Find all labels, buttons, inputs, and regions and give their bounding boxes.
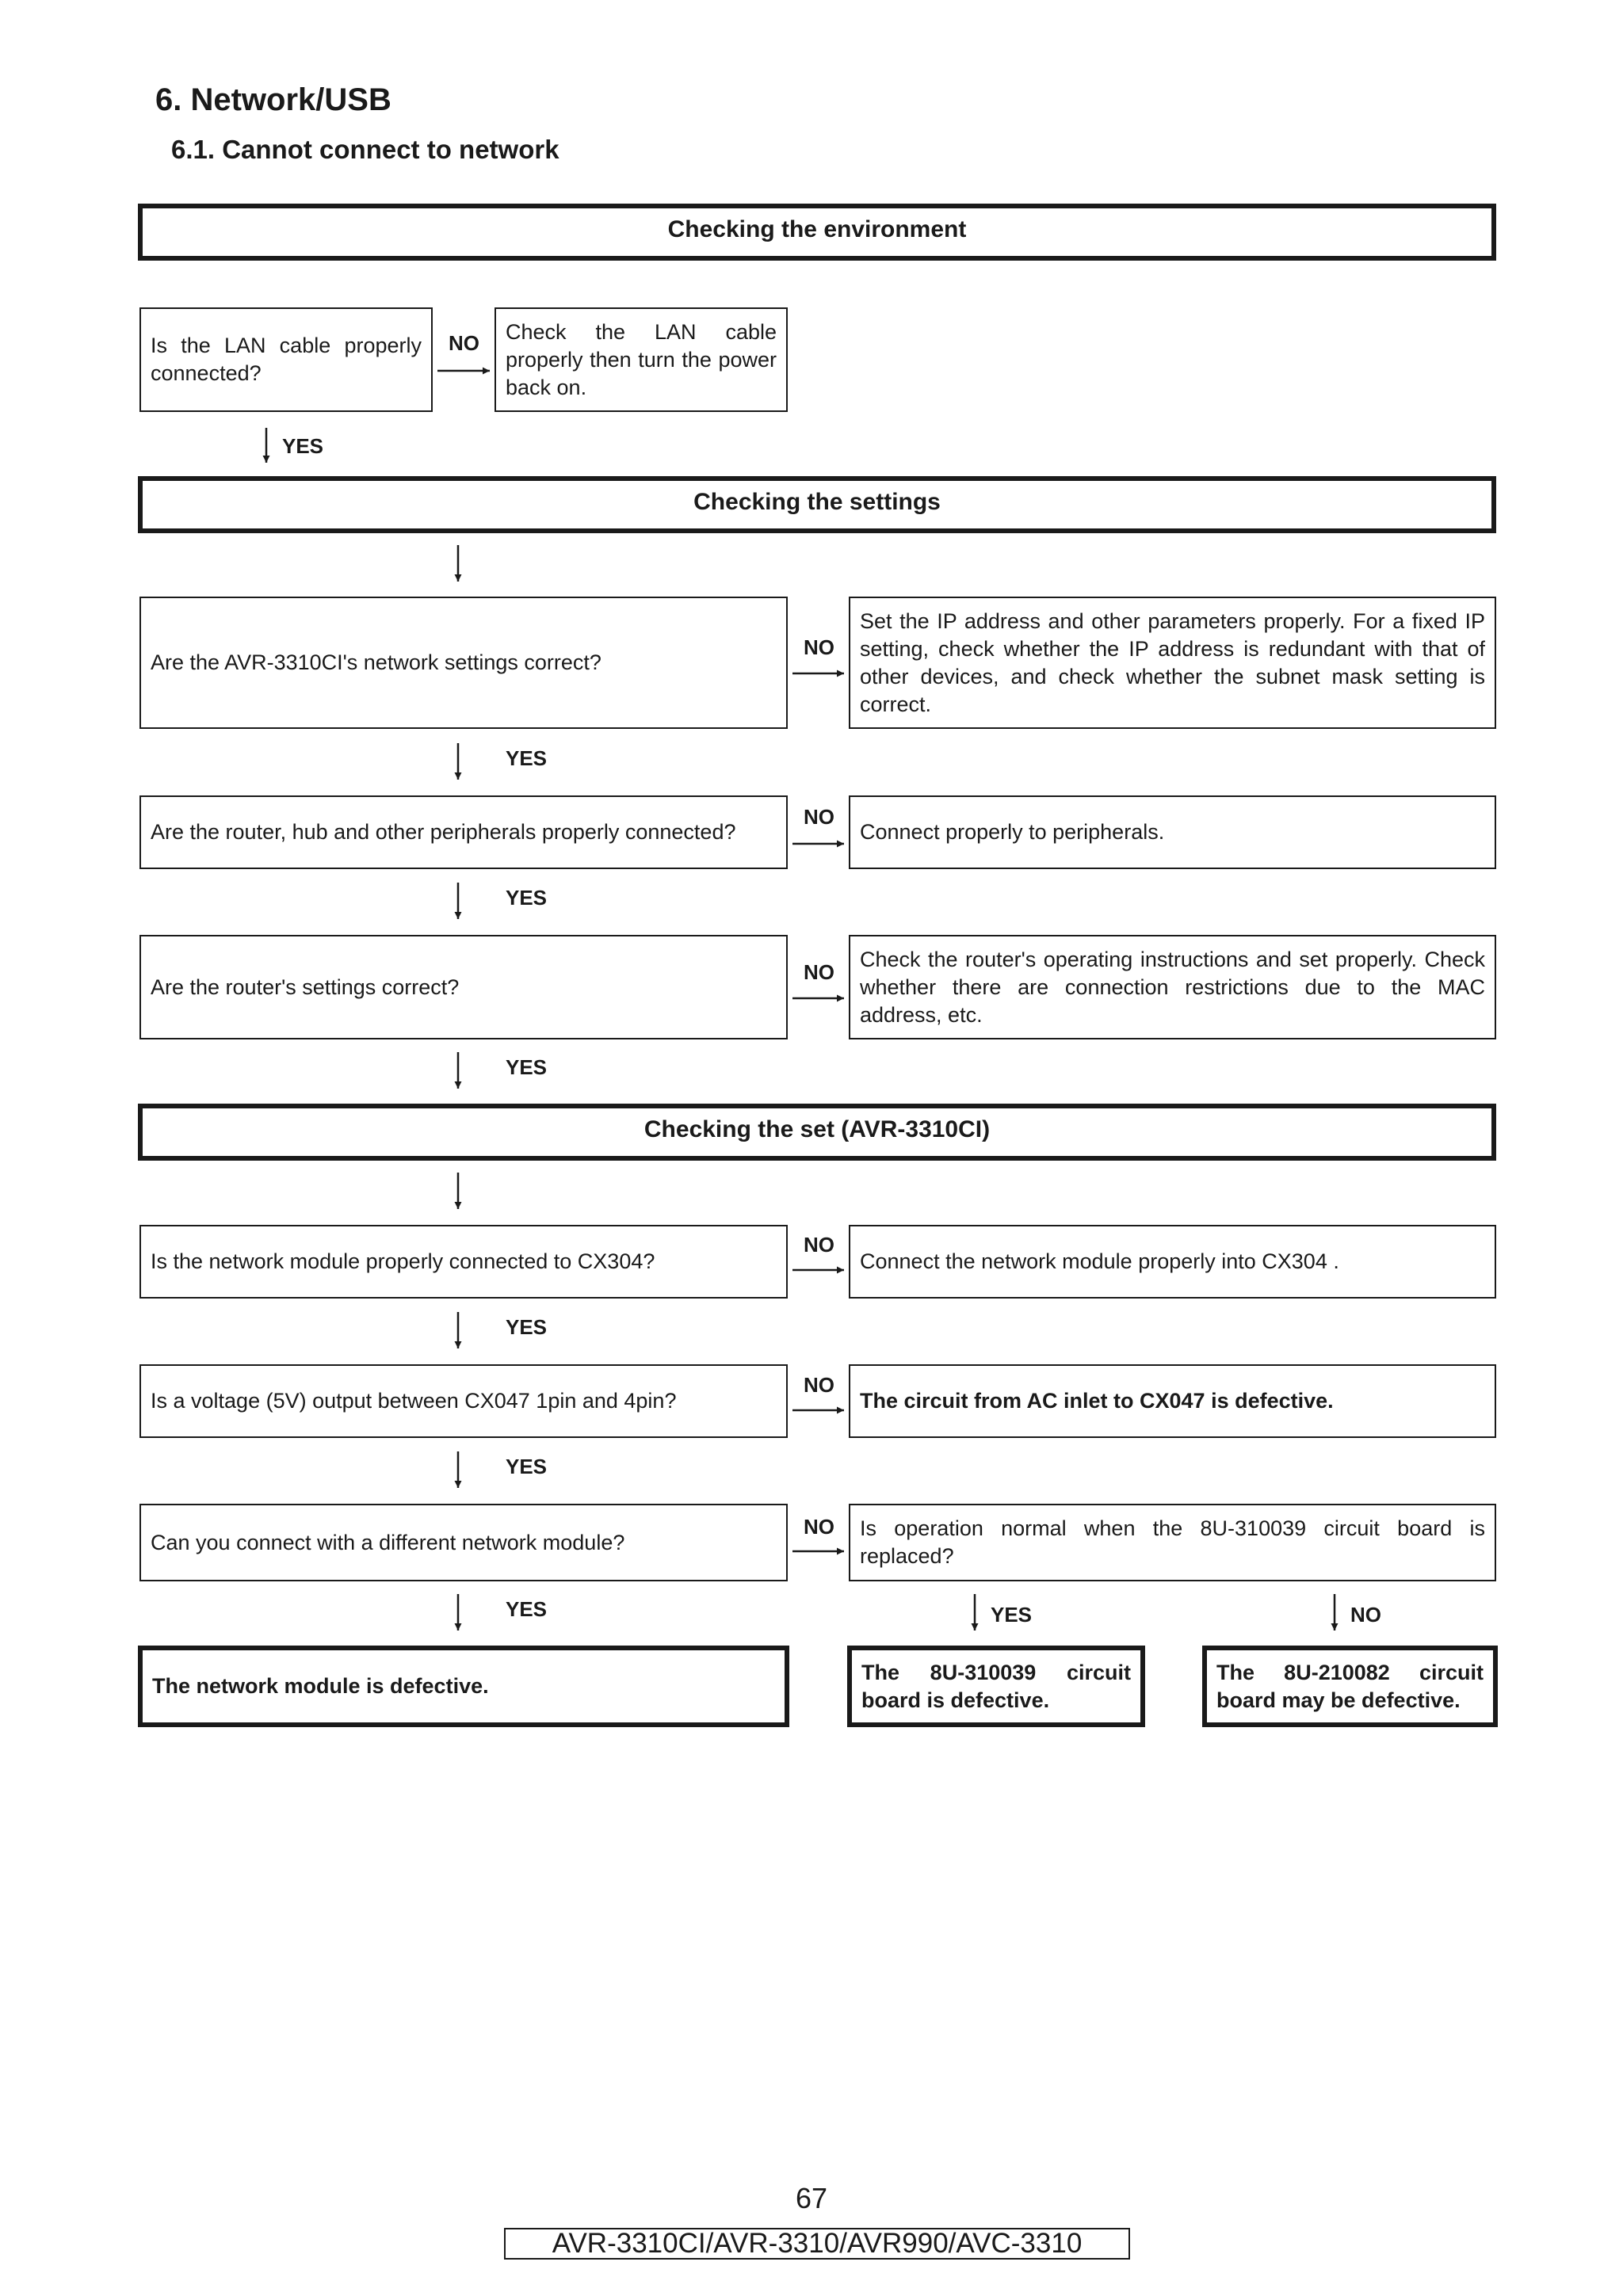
section-title: 6. Network/USB	[155, 82, 391, 117]
label-yes-network-module: YES	[506, 1315, 548, 1339]
result-ac-inlet-circuit-defective-text: The circuit from AC inlet to CX047 is defective.	[860, 1389, 1334, 1413]
action-connect-network-module-text: Connect the network module properly into CX304 .	[860, 1249, 1339, 1273]
page-number: 67	[795, 2182, 828, 2214]
label-yes-different-module: YES	[506, 1597, 548, 1621]
result-8u-210082-may-be-defective-text: The 8U-210082 circuit board may be defective.	[1216, 1660, 1484, 1712]
banner-checking-environment: Checking the environment	[138, 204, 1496, 261]
result-8u-310039-defective-text: The 8U-310039 circuit board is defective.	[861, 1660, 1131, 1712]
label-no-network-settings: NO	[804, 635, 834, 659]
label-yes-router-connected: YES	[506, 886, 548, 910]
label-no-voltage: NO	[804, 1373, 834, 1397]
question-network-settings-text: Are the AVR-3310CI's network settings correct?	[151, 650, 601, 674]
label-yes-router-settings: YES	[506, 1055, 548, 1079]
label-no-board-replaced: NO	[1350, 1603, 1381, 1627]
banner-checking-set: Checking the set (AVR-3310CI)	[138, 1104, 1496, 1161]
question-voltage-output-text: Is a voltage (5V) output between CX047 1pin and 4pin?	[151, 1389, 677, 1413]
label-yes-board-replaced: YES	[991, 1603, 1033, 1627]
model-numbers: AVR-3310CI/AVR-3310/AVR990/AVC-3310	[504, 2228, 1130, 2260]
action-check-lan-cable-text: Check the LAN cable properly then turn the power back on.	[506, 319, 777, 399]
label-no-different-module: NO	[804, 1515, 834, 1539]
label-yes-lan: YES	[282, 434, 324, 458]
label-no-router-connected: NO	[804, 805, 834, 829]
label-yes-voltage: YES	[506, 1455, 548, 1478]
banner-checking-settings: Checking the settings	[138, 476, 1496, 533]
question-circuit-board-replaced-text: Is operation normal when the 8U-310039 circuit board is replaced?	[860, 1516, 1485, 1568]
subsection-title: 6.1. Cannot connect to network	[171, 135, 559, 164]
question-router-settings-text: Are the router's settings correct?	[151, 974, 460, 999]
action-set-ip-address-text: Set the IP address and other parameters properly. For a fixed IP setting, check whether the IP address is redundant with that of other devices, and check whether the subnet mask setting is correct.	[860, 608, 1485, 716]
label-no-network-module: NO	[804, 1233, 834, 1257]
question-different-module-text: Can you connect with a different network module?	[151, 1530, 625, 1554]
label-yes-network-settings: YES	[506, 746, 548, 770]
action-check-router-instructions-text: Check the router's operating instructions and set properly. Check whether there are connection restrictions due to the MAC address, etc.	[860, 947, 1485, 1027]
label-no-router-settings: NO	[804, 960, 834, 984]
question-lan-cable-text: Is the LAN cable properly connected?	[151, 334, 422, 385]
result-network-module-defective-text: The network module is defective.	[152, 1674, 489, 1698]
question-network-module-text: Is the network module properly connected to CX304?	[151, 1249, 655, 1273]
action-connect-peripherals-text: Connect properly to peripherals.	[860, 820, 1165, 844]
label-no-lan: NO	[449, 331, 479, 355]
question-router-connected-text: Are the router, hub and other peripherals properly connected?	[151, 820, 736, 844]
